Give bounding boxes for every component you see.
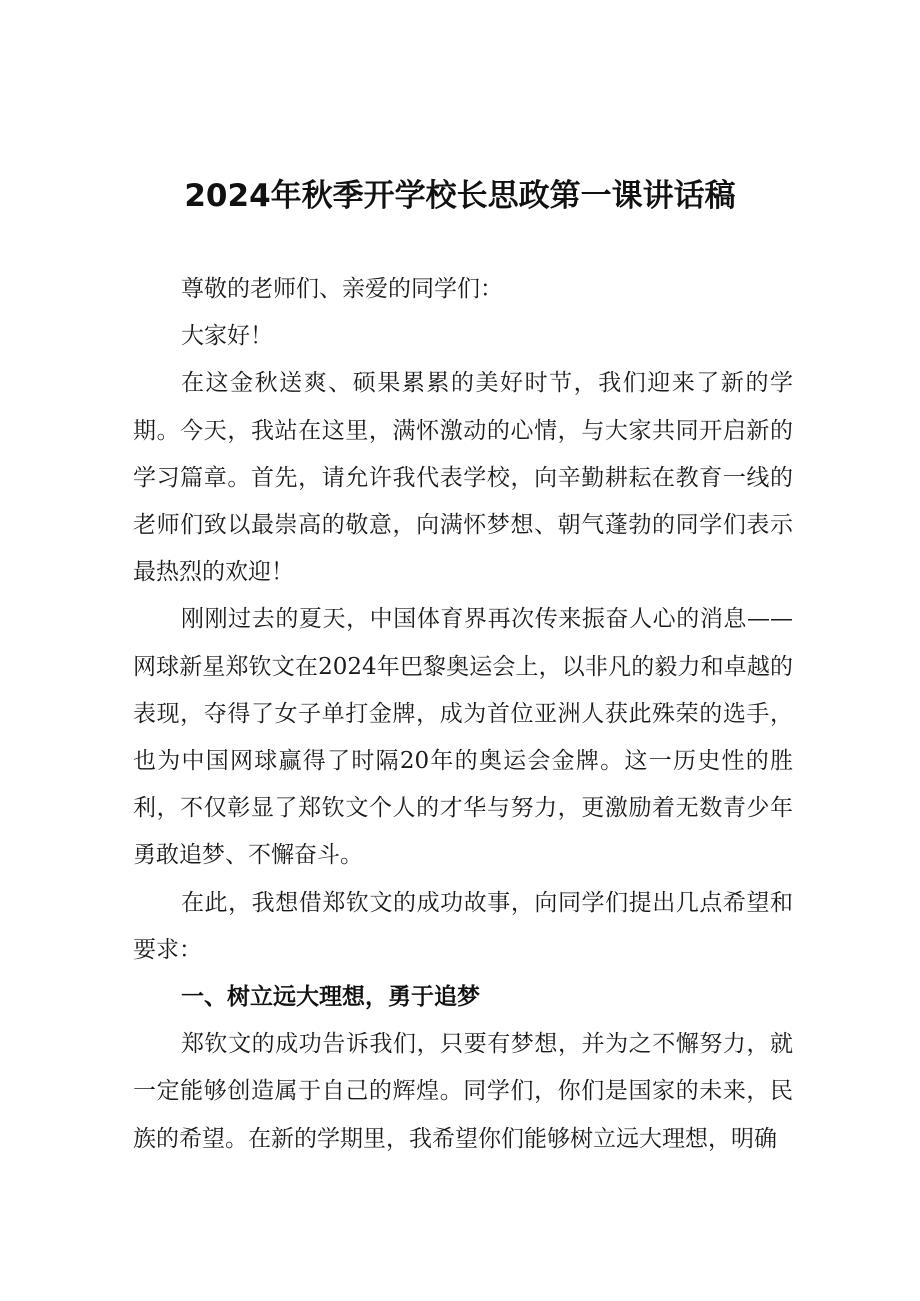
paragraph-ideals: 郑钦文的成功告诉我们，只要有梦想，并为之不懈努力，就一定能够创造属于自己的辉煌。同学们，你们是国家的未来，民族的希望。在新的学期里，我希望你们能够树立远大理想，明确: [133, 1031, 793, 1152]
salutation: 尊敬的老师们、亲爱的同学们：: [181, 276, 503, 302]
section-heading-1: 一、树立远大理想，勇于追梦: [181, 984, 480, 1011]
document-title: 2024年秋季开学校长思政第一课讲话稿: [184, 178, 736, 214]
paragraph-olympics: 刚刚过去的夏天，中国体育界再次传来振奋人心的消息——网球新星郑钦文在2024年巴黎奥运会上，以非凡的毅力和卓越的表现，夺得了女子单打金牌，成为首位亚洲人获此殊荣的选手，也为中国网球赢得了时隔20年的奥运会金牌。这一历史性的胜利，不仅彰显了郑钦文个人的才华与努力，更激励着无数青少年勇敢追梦、不懈奋斗。: [133, 606, 793, 869]
paragraph-expectations: 在此，我想借郑钦文的成功故事，向同学们提出几点希望和要求：: [133, 889, 793, 963]
greeting: 大家好！: [181, 323, 273, 350]
paragraph-opening: 在这金秋送爽、硕果累累的美好时节，我们迎来了新的学期。今天，我站在这里，满怀激动的心情，与大家共同开启新的学习篇章。首先，请允许我代表学校，向辛勤耕耘在教育一线的老师们致以最崇高的敬意，向满怀梦想、朝气蓬勃的同学们表示最热烈的欢迎！: [133, 370, 793, 586]
document-body: [133, 266, 793, 1163]
